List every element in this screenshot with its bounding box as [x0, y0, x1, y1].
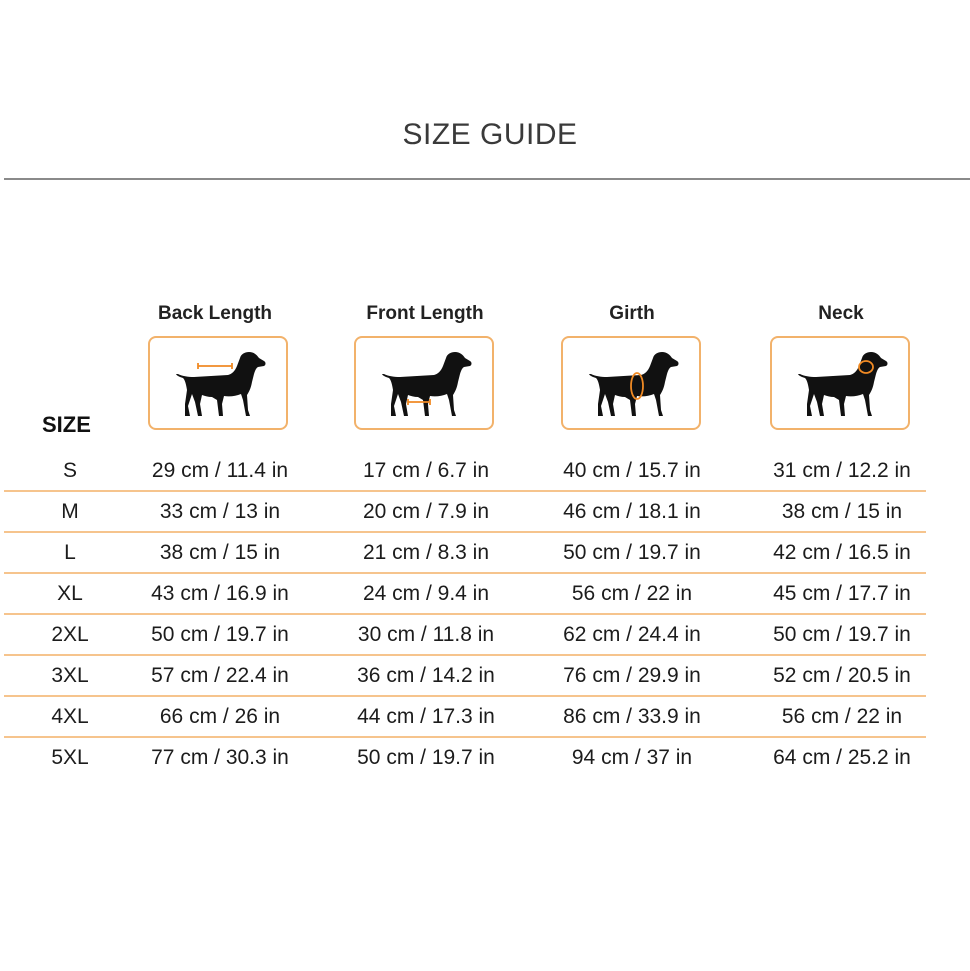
measurement-cell: 40 cm / 15.7 in — [563, 459, 701, 482]
measurement-cell: 42 cm / 16.5 in — [773, 541, 911, 564]
measurement-cell: 29 cm / 11.4 in — [151, 459, 289, 482]
column-header-neck: Neck — [818, 303, 864, 324]
measurement-cell: 20 cm / 7.9 in — [362, 500, 490, 523]
table-row — [0, 614, 970, 655]
measurement-cell: 50 cm / 19.7 in — [563, 541, 701, 564]
measurement-cell: 94 cm / 37 in — [571, 746, 693, 769]
measurement-cell: 44 cm / 17.3 in — [357, 705, 495, 728]
measurement-cell: 38 cm / 15 in — [781, 500, 903, 523]
measurement-cell: 50 cm / 19.7 in — [151, 623, 289, 646]
measurement-cell: 31 cm / 12.2 in — [773, 459, 911, 482]
back-length-icon-box — [148, 336, 288, 430]
measurement-cell: 56 cm / 22 in — [781, 705, 903, 728]
measurement-cell: 52 cm / 20.5 in — [773, 664, 911, 687]
measurement-cell: 64 cm / 25.2 in — [773, 746, 911, 769]
dog-front-length-icon — [374, 344, 478, 424]
size-cell: 2XL — [51, 623, 89, 646]
dog-silhouette — [589, 352, 679, 416]
table-row — [0, 573, 970, 614]
girth-icon-box — [561, 336, 701, 430]
dog-neck-icon — [790, 344, 894, 424]
dog-back-length-icon — [168, 344, 272, 424]
dog-silhouette — [176, 352, 266, 416]
measurement-cell: 77 cm / 30.3 in — [151, 746, 289, 769]
measurement-cell: 36 cm / 14.2 in — [357, 664, 495, 687]
measurement-cell: 66 cm / 26 in — [159, 705, 281, 728]
table-row — [0, 532, 970, 573]
measurement-cell: 46 cm / 18.1 in — [563, 500, 701, 523]
column-header-girth: Girth — [609, 303, 655, 324]
measurement-cell: 86 cm / 33.9 in — [563, 705, 701, 728]
size-cell: S — [62, 459, 77, 482]
dog-silhouette — [798, 352, 888, 416]
measurement-cell: 43 cm / 16.9 in — [151, 582, 289, 605]
measurement-cell: 38 cm / 15 in — [159, 541, 281, 564]
measurement-cell: 50 cm / 19.7 in — [773, 623, 911, 646]
column-header-back-length: Back Length — [157, 303, 273, 324]
table-row — [0, 737, 970, 778]
size-column-header: SIZE — [42, 412, 91, 437]
size-cell: L — [64, 541, 76, 564]
size-cell: 4XL — [51, 705, 89, 728]
column-header-front-length: Front Length — [366, 303, 484, 324]
measurement-cell: 45 cm / 17.7 in — [773, 582, 911, 605]
table-row — [0, 491, 970, 532]
measurement-cell: 76 cm / 29.9 in — [563, 664, 701, 687]
measurement-cell: 30 cm / 11.8 in — [357, 623, 495, 646]
dog-silhouette — [382, 352, 472, 416]
front-length-icon-box — [354, 336, 494, 430]
size-cell: XL — [57, 582, 83, 605]
title-divider — [4, 178, 970, 180]
measurement-cell: 24 cm / 9.4 in — [362, 582, 490, 605]
measurement-cell: 50 cm / 19.7 in — [357, 746, 495, 769]
measurement-cell: 56 cm / 22 in — [571, 582, 693, 605]
size-cell: M — [61, 500, 79, 523]
table-row — [0, 450, 970, 491]
measurement-cell: 57 cm / 22.4 in — [151, 664, 289, 687]
table-row — [0, 696, 970, 737]
dog-girth-icon — [581, 344, 685, 424]
neck-icon-box — [770, 336, 910, 430]
measurement-mark — [198, 363, 232, 369]
measurement-cell: 21 cm / 8.3 in — [362, 541, 490, 564]
measurement-cell: 17 cm / 6.7 in — [362, 459, 490, 482]
size-cell: 3XL — [51, 664, 89, 687]
table-row — [0, 655, 970, 696]
measurement-cell: 62 cm / 24.4 in — [563, 623, 701, 646]
page-title: SIZE GUIDE — [402, 118, 578, 151]
measurement-cell: 33 cm / 13 in — [159, 500, 281, 523]
size-cell: 5XL — [51, 746, 89, 769]
